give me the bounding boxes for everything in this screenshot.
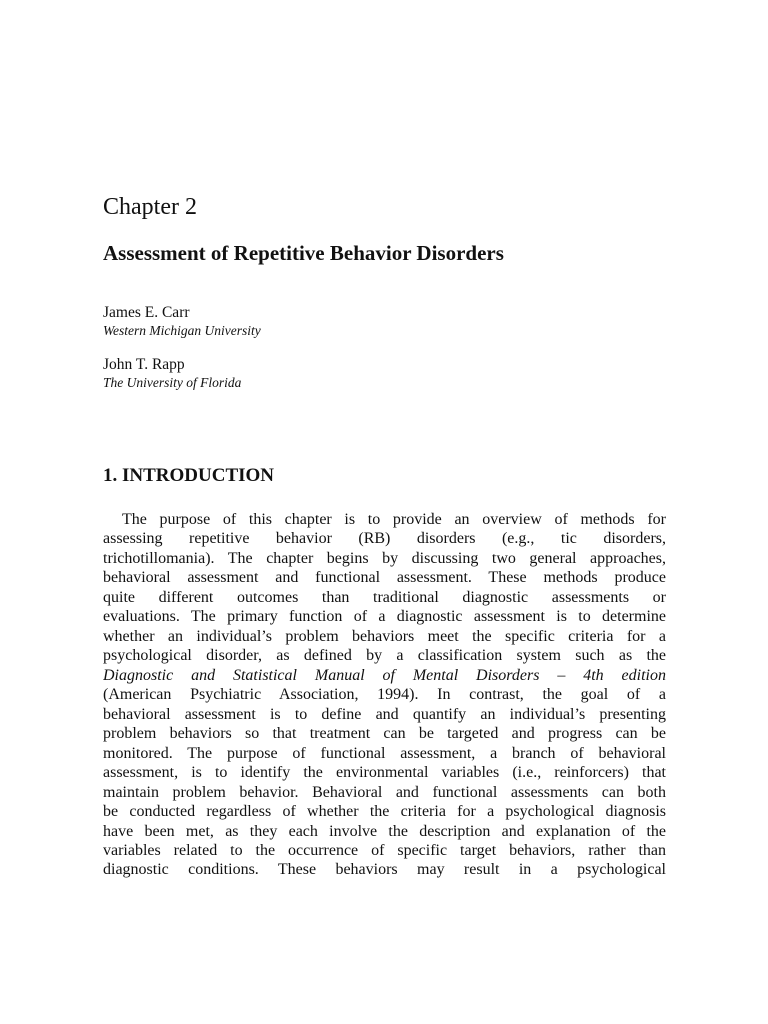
text-line: (American Psychiatric Association, 1994). In contrast, the goal of a (103, 686, 666, 704)
text-line: The purpose of this chapter is to provide an overview of methods for (122, 511, 666, 528)
section-heading: 1. INTRODUCTION (103, 465, 275, 486)
chapter-label: Chapter 2 (103, 194, 197, 220)
author-name: James E. Carr (103, 304, 190, 321)
author-name: John T. Rapp (103, 356, 185, 373)
text-line: problem behaviors so that treatment can be targeted and progress can be (103, 725, 666, 743)
text-line: assessing repetitive behavior (RB) disorders (e.g., tic disorders, (103, 530, 666, 548)
text-line: behavioral assessment is to define and quantify an individual’s presenting (103, 705, 666, 723)
text-line: have been met, as they each involve the description and explanation of the (103, 822, 666, 840)
chapter-title: Assessment of Repetitive Behavior Disorders (103, 241, 504, 265)
text-line: assessment, is to identify the environmental variables (i.e., reinforcers) that (103, 764, 666, 782)
text-line: maintain problem behavior. Behavioral and functional assessments can both (103, 783, 666, 801)
author-affiliation: Western Michigan University (103, 323, 261, 338)
text-line: variables related to the occurrence of specific target behaviors, rather than (103, 841, 666, 859)
text-line: quite different outcomes than traditional diagnostic assessments or (103, 588, 666, 606)
text-line: evaluations. The primary function of a diagnostic assessment is to determine (103, 608, 666, 626)
body-paragraph (103, 510, 666, 880)
text-line: behavioral assessment and functional assessment. These methods produce (103, 569, 666, 587)
text-line: monitored. The purpose of functional assessment, a branch of behavioral (103, 744, 666, 762)
text-line: whether an individual’s problem behaviors meet the specific criteria for a (103, 627, 666, 645)
author-affiliation: The University of Florida (103, 375, 242, 390)
text-line: be conducted regardless of whether the criteria for a psychological diagnosis (103, 803, 666, 821)
author-block (103, 303, 261, 340)
text-line: diagnostic conditions. These behaviors may result in a psychological (103, 861, 666, 879)
author-block (103, 355, 241, 392)
text-line-italic: Diagnostic and Statistical Manual of Mental Disorders – 4th edition (103, 666, 666, 684)
text-line: trichotillomania). The chapter begins by discussing two general approaches, (103, 549, 666, 567)
text-line: psychological disorder, as defined by a classification system such as the (103, 647, 666, 665)
